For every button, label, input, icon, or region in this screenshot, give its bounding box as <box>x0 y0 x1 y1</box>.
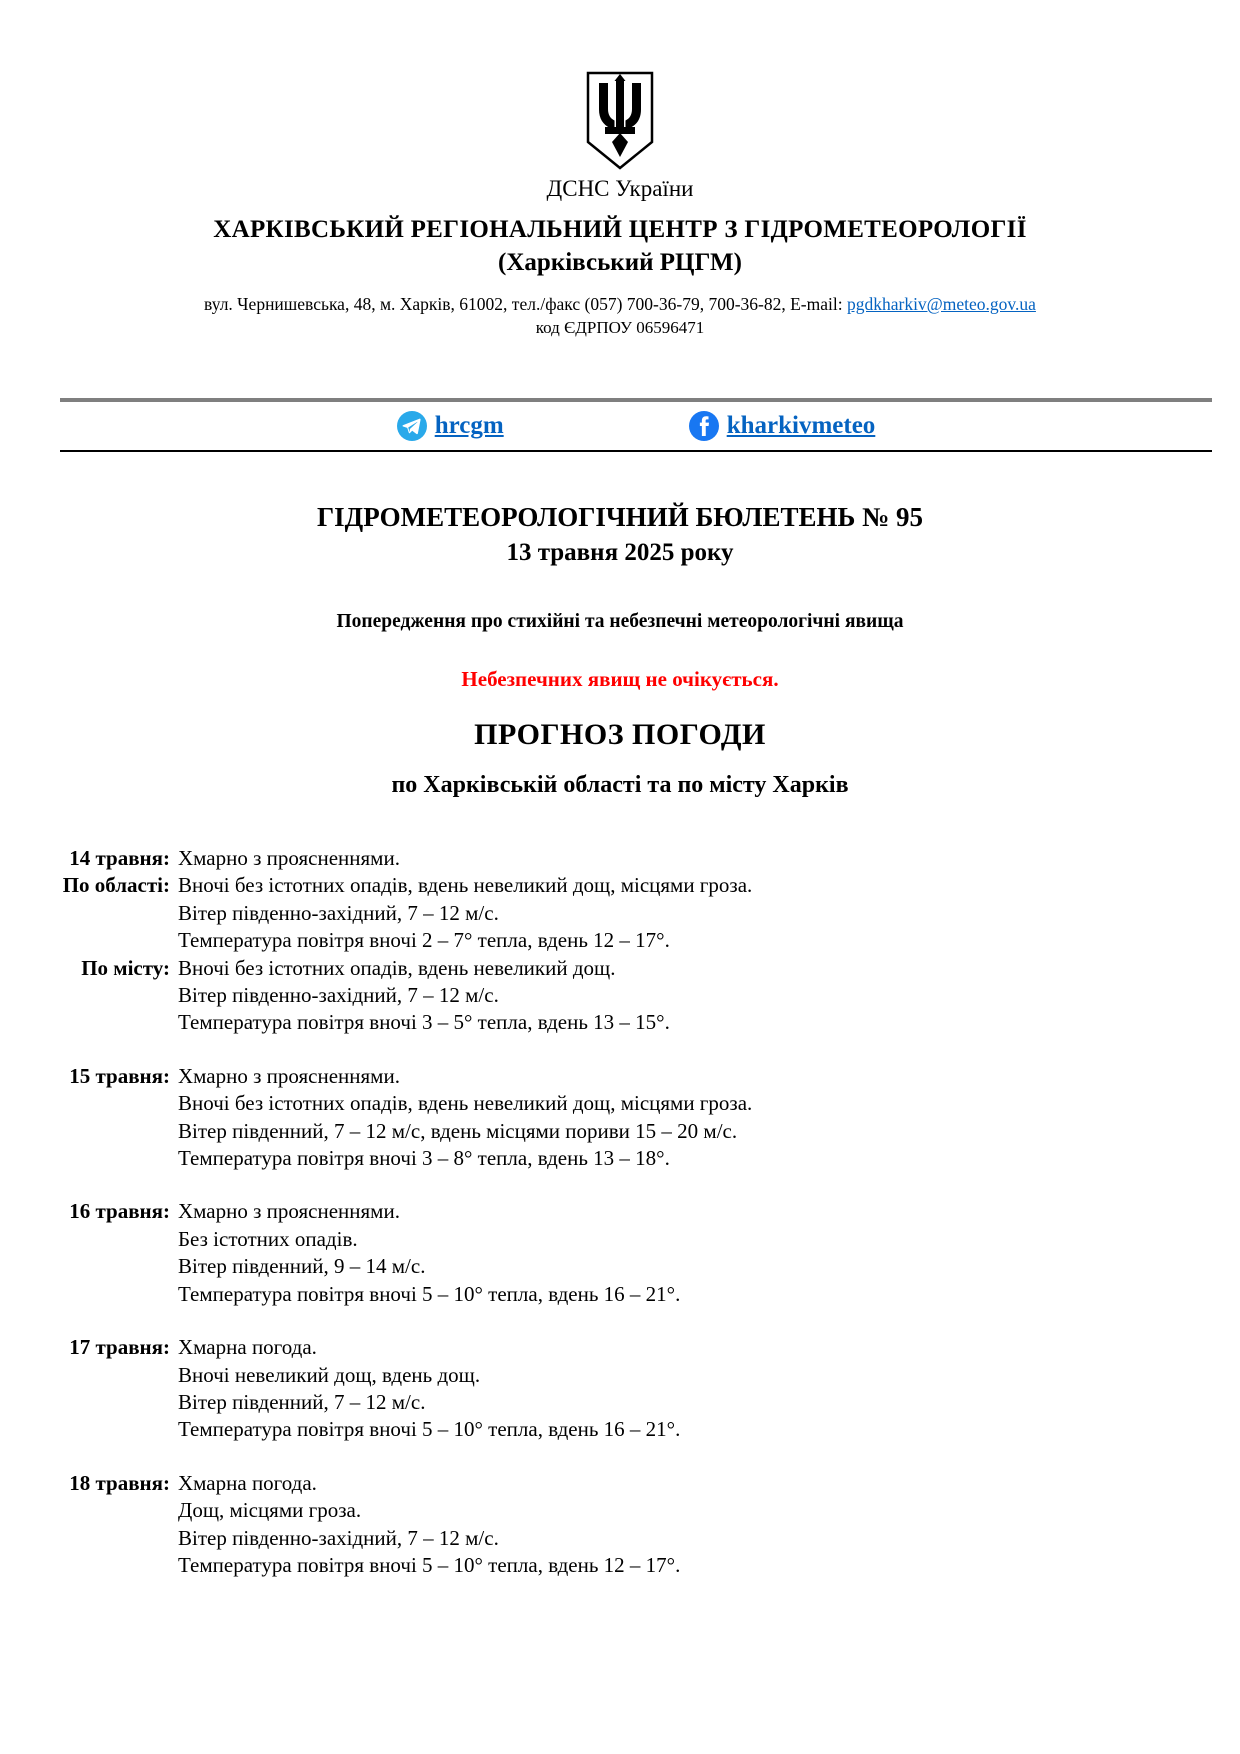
forecast-line <box>0 872 1240 899</box>
forecast-line-label <box>32 1009 170 1036</box>
telegram-link-item <box>397 411 504 441</box>
forecast-line-text: Вночі невеликий дощ, вдень дощ. <box>178 1362 481 1387</box>
forecast-line <box>0 1525 1240 1552</box>
forecast-line-text: Хмарно з проясненнями. <box>178 846 400 870</box>
forecast-line-text: Вночі без істотних опадів, вдень невеликий дощ, місцями гроза. <box>178 873 753 898</box>
forecast-days <box>0 845 1240 1579</box>
forecast-line-text: Вітер південний, 7 – 12 м/с. <box>178 1389 426 1414</box>
facebook-icon <box>689 411 719 441</box>
forecast-line <box>0 1198 1240 1225</box>
org-subtitle: (Харківський РЦГМ) <box>498 249 742 276</box>
forecast-line-label: 16 травня: <box>69 1199 170 1224</box>
forecast-line-label: 15 травня: <box>69 1063 170 1088</box>
forecast-line <box>0 1281 1240 1308</box>
forecast-line-label <box>32 1497 170 1524</box>
org-title: ХАРКІВСЬКИЙ РЕГІОНАЛЬНИЙ ЦЕНТР З ГІДРОМЕТЕОРОЛОГІЇ <box>213 216 1027 243</box>
forecast-line-text: Температура повітря вночі 5 – 10° тепла, вдень 16 – 21°. <box>178 1281 681 1306</box>
forecast-line-text: Вітер південно-західний, 7 – 12 м/с. <box>178 1525 499 1550</box>
social-links-row <box>60 402 1212 450</box>
forecast-line <box>0 1226 1240 1253</box>
telegram-link[interactable]: hrcgm <box>434 412 504 439</box>
telegram-icon <box>397 411 427 441</box>
forecast-line <box>0 1063 1240 1090</box>
forecast-line-text: Хмарно з проясненнями. <box>178 1063 400 1088</box>
forecast-day-block <box>0 1198 1240 1308</box>
edrpou-code: код ЄДРПОУ 06596471 <box>535 318 705 337</box>
forecast-line-label: 17 травня: <box>69 1335 170 1360</box>
address-text: вул. Чернишевська, 48, м. Харків, 61002, тел./факс (057) 700-36-79, 700-36-82, E-mail: <box>204 294 847 314</box>
forecast-line-label <box>32 982 170 1009</box>
forecast-line <box>0 1009 1240 1036</box>
email-link[interactable]: pgdkharkiv@meteo.gov.ua <box>846 294 1036 314</box>
forecast-line <box>0 1470 1240 1497</box>
forecast-line-text: Вночі без істотних опадів, вдень невеликий дощ. <box>178 955 616 980</box>
forecast-line-label <box>32 900 170 927</box>
forecast-line-text: Вітер південний, 7 – 12 м/с, вдень місцями пориви 15 – 20 м/с. <box>178 1118 738 1143</box>
forecast-line-text: Дощ, місцями гроза. <box>178 1498 362 1523</box>
forecast-line-text: Температура повітря вночі 5 – 10° тепла, вдень 16 – 21°. <box>178 1417 681 1442</box>
forecast-line-text: Температура повітря вночі 3 – 5° тепла, вдень 13 – 15°. <box>178 1010 670 1035</box>
forecast-line <box>0 1497 1240 1524</box>
forecast-line-text: Хмарна погода. <box>178 1470 317 1495</box>
forecast-line <box>0 982 1240 1009</box>
forecast-line-label <box>32 1416 170 1443</box>
forecast-line-label: 18 травня: <box>69 1470 170 1495</box>
forecast-line <box>0 1389 1240 1416</box>
forecast-title: ПРОГНОЗ ПОГОДИ <box>474 718 766 751</box>
forecast-line-label: 14 травня: <box>69 846 170 870</box>
forecast-line-label <box>32 927 170 954</box>
warning-heading: Попередження про стихійні та небезпечні метеорологічні явища <box>336 611 904 632</box>
forecast-day-block <box>0 1334 1240 1444</box>
forecast-line-label <box>32 1253 170 1280</box>
forecast-line-text: Температура повітря вночі 5 – 10° тепла, вдень 12 – 17°. <box>178 1552 681 1577</box>
forecast-line-text: Вітер південно-західний, 7 – 12 м/с. <box>178 900 499 925</box>
forecast-line-label <box>32 1552 170 1579</box>
forecast-line <box>0 1416 1240 1443</box>
forecast-line <box>0 1118 1240 1145</box>
bulletin-date: 13 травня 2025 року <box>506 539 734 566</box>
forecast-line-label <box>32 1525 170 1552</box>
forecast-line <box>0 845 1240 872</box>
divider-bottom <box>60 450 1212 452</box>
forecast-line-label <box>32 1362 170 1389</box>
forecast-line <box>0 1552 1240 1579</box>
forecast-line <box>0 1090 1240 1117</box>
forecast-line-label <box>32 1226 170 1253</box>
forecast-line-label <box>32 1145 170 1172</box>
forecast-line-text: Вночі без істотних опадів, вдень невеликий дощ, місцями гроза. <box>178 1091 753 1116</box>
forecast-line-label: По області: <box>62 873 170 898</box>
facebook-link-item <box>689 411 876 441</box>
forecast-line <box>0 1362 1240 1389</box>
forecast-line-label <box>32 1281 170 1308</box>
forecast-line-text: Вітер південно-західний, 7 – 12 м/с. <box>178 983 499 1008</box>
forecast-line-text: Без істотних опадів. <box>178 1226 358 1251</box>
state-emblem-icon <box>584 70 656 172</box>
forecast-line-text: Температура повітря вночі 3 – 8° тепла, вдень 13 – 18°. <box>178 1146 670 1171</box>
forecast-line <box>0 1334 1240 1361</box>
forecast-line-text: Хмарно з проясненнями. <box>178 1199 400 1224</box>
forecast-line <box>0 1145 1240 1172</box>
forecast-line <box>0 955 1240 982</box>
forecast-line-label <box>32 1090 170 1117</box>
forecast-line <box>0 1253 1240 1280</box>
header-logo <box>0 0 1240 172</box>
forecast-line <box>0 927 1240 954</box>
forecast-line-label <box>32 1118 170 1145</box>
forecast-day-block <box>0 1470 1240 1580</box>
forecast-day-block <box>0 845 1240 1037</box>
forecast-line-text: Вітер південний, 9 – 14 м/с. <box>178 1254 426 1279</box>
forecast-line-label: По місту: <box>81 955 170 980</box>
bulletin-title: ГІДРОМЕТЕОРОЛОГІЧНИЙ БЮЛЕТЕНЬ № 95 <box>316 502 923 532</box>
forecast-day-block <box>0 1063 1240 1173</box>
forecast-line <box>0 900 1240 927</box>
org-address <box>0 294 1240 315</box>
forecast-subtitle: по Харківській області та по місту Харків <box>391 772 849 798</box>
org-short-name: ДСНС України <box>546 176 694 201</box>
forecast-line-text: Температура повітря вночі 2 – 7° тепла, вдень 12 – 17°. <box>178 928 670 953</box>
forecast-line-text: Хмарна погода. <box>178 1335 317 1360</box>
facebook-link[interactable]: kharkivmeteo <box>726 412 876 439</box>
forecast-line-label <box>32 1389 170 1416</box>
warning-status: Небезпечних явищ не очікується. <box>461 667 779 691</box>
